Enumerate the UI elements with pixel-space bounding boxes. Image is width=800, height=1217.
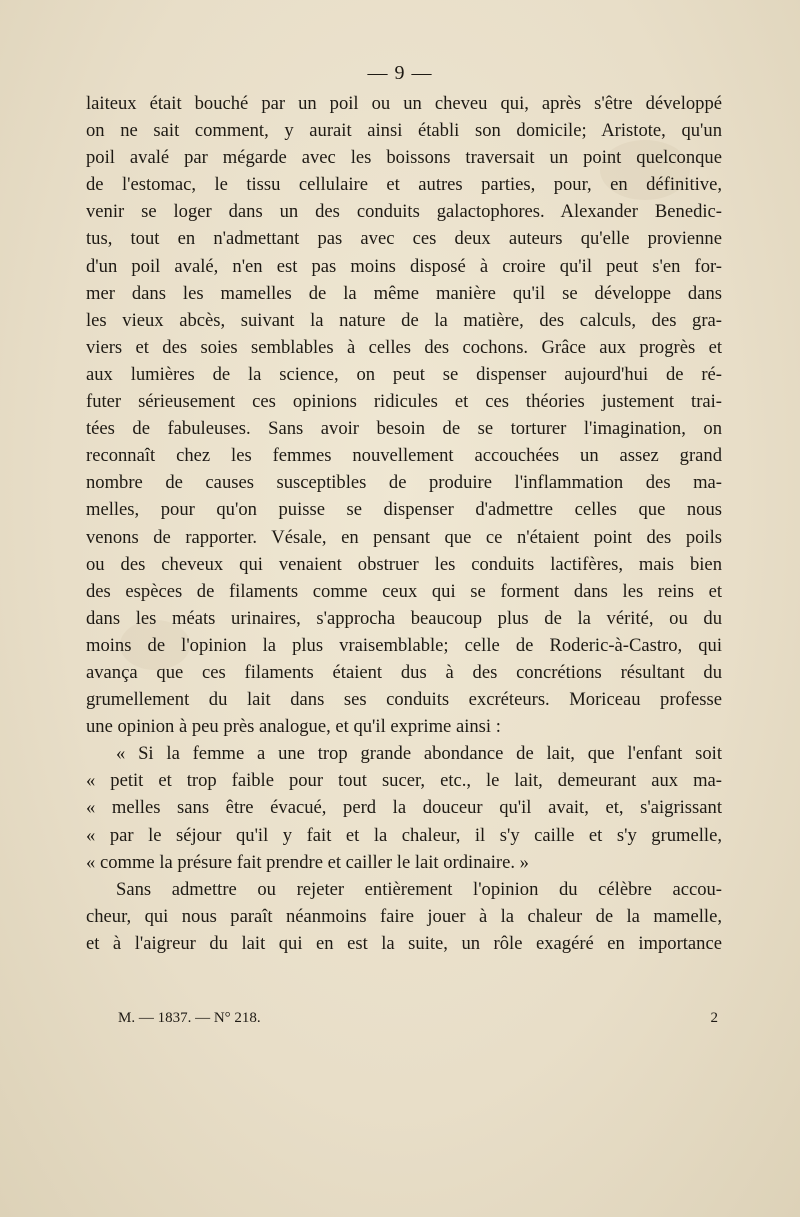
printer-signature: M. — 1837. — N° 218. <box>118 1010 261 1026</box>
text-line: tus, tout en n'admettant pas avec ces deux auteurs qu'elle provienne <box>86 228 722 250</box>
text-line: aux lumières de la science, on peut se dispenser aujourd'hui de ré- <box>86 363 722 385</box>
text-line: ou des cheveux qui venaient obstruer les conduits lactifères, mais bien <box>86 553 722 575</box>
text-line: melles, pour qu'on puisse se dispenser d'admettre celles que nous <box>86 499 722 521</box>
text-line: nombre de causes susceptibles de produire l'inflammation des ma- <box>86 472 722 494</box>
text-line: et à l'aigreur du lait qui en est la suite, un rôle exagéré en importance <box>86 932 722 954</box>
text-line: futer sérieusement ces opinions ridicules et ces théories justement trai- <box>86 391 722 413</box>
text-line: laiteux était bouché par un poil ou un cheveu qui, après s'être développé <box>86 93 722 114</box>
text-line: avança que ces filaments étaient dus à des concrétions résultant du <box>86 661 722 683</box>
quote-line: « melles sans être évacué, perd la douceur qu'il avait, et, s'aigrissant <box>86 797 722 819</box>
text-line: d'un poil avalé, n'en est pas moins disposé à croire qu'il peut s'en for- <box>86 255 722 277</box>
text-line: venons de rapporter. Vésale, en pensant que ce n'étaient point des poils <box>86 526 722 548</box>
text-line: une opinion à peu près analogue, et qu'il exprime ainsi : <box>86 716 501 738</box>
text-line: dans les méats urinaires, s'approcha beaucoup plus de la vérité, ou du <box>86 607 722 629</box>
text-line: des espèces de filaments comme ceux qui se forment dans les reins et <box>86 580 722 602</box>
text-line: reconnaît chez les femmes nouvellement accouchées un assez grand <box>86 445 722 467</box>
text-line: venir se loger dans un des conduits galactophores. Alexander Benedic- <box>86 201 722 223</box>
text-line: poil avalé par mégarde avec les boissons traversait un point quelconque <box>86 147 722 169</box>
page-footer <box>118 1010 718 1032</box>
quote-line: « par le séjour qu'il y fait et la chaleur, il s'y caille et s'y grumelle, <box>86 824 722 846</box>
text-line: mer dans les mamelles de la même manière qu'il se développe dans <box>86 282 722 304</box>
sheet-number: 2 <box>710 1010 718 1026</box>
text-line: les vieux abcès, suivant la nature de la matière, des calculs, des gra- <box>86 309 722 331</box>
text-line: grumellement du lait dans ses conduits excréteurs. Moriceau professe <box>86 689 722 711</box>
text-line: tées de fabuleuses. Sans avoir besoin de se torturer l'imagination, on <box>86 418 722 440</box>
text-line: de l'estomac, le tissu cellulaire et autres parties, pour, en définitive, <box>86 174 722 196</box>
text-line: cheur, qui nous paraît néanmoins faire jouer à la chaleur de la mamelle, <box>86 905 722 927</box>
body-text <box>86 90 722 957</box>
quote-line: « petit et trop faible pour tout sucer, etc., le lait, demeurant aux ma- <box>86 770 722 792</box>
text-line: viers et des soies semblables à celles des cochons. Grâce aux progrès et <box>86 336 722 358</box>
quote-line: « comme la présure fait prendre et cailler le lait ordinaire. » <box>86 851 529 873</box>
quote-line: « Si la femme a une trop grande abondance de lait, que l'enfant soit <box>116 743 722 765</box>
text-line: moins de l'opinion la plus vraisemblable; celle de Roderic-à-Castro, qui <box>86 634 722 656</box>
text-line: on ne sait comment, y aurait ainsi établi son domicile; Aristote, qu'un <box>86 120 722 142</box>
page-number: — 9 — <box>367 62 433 84</box>
text-line: Sans admettre ou rejeter entièrement l'opinion du célèbre accou- <box>116 878 722 900</box>
